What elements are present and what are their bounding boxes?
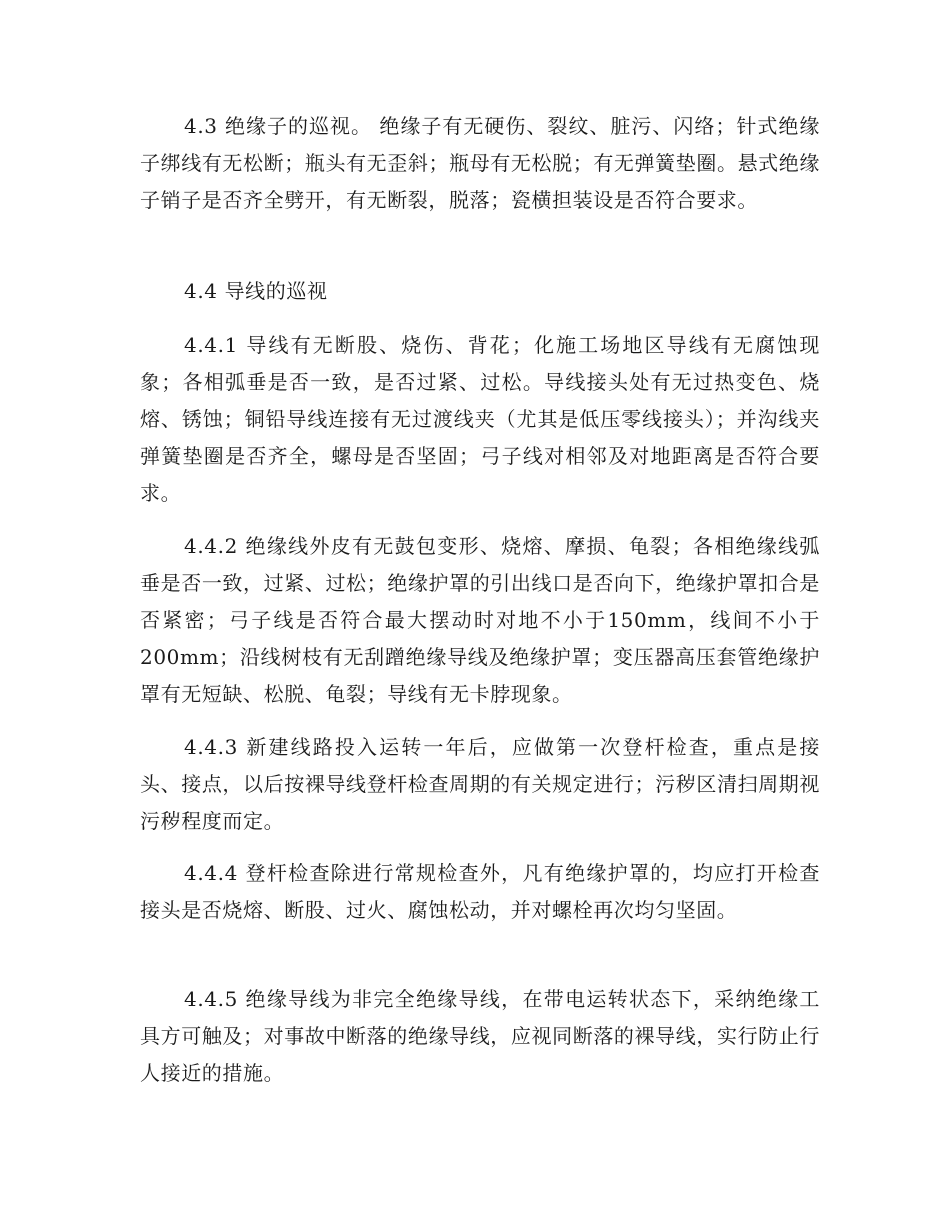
- paragraph-4-4-5: 4.4.5 绝缘导线为非完全绝缘导线，在带电运转状态下，采纳绝缘工具方可触及；对事故中断落的绝缘导线，应视同断落的裸导线，实行防止行人接近的措施。: [140, 987, 820, 1085]
- paragraph-4-4-1: 4.4.1 导线有无断股、烧伤、背花；化施工场地区导线有无腐蚀现象；各相弧垂是否一致，是否过紧、过松。导线接头处有无过热变色、烧熔、锈蚀；铜铅导线连接有无过渡线夹（尤其是低压零线接头）；并沟线夹弹簧垫圈是否齐全，螺母是否坚固；弓子线对相邻及对地距离是否符合要求。: [140, 333, 820, 505]
- paragraph-4-4-3: 4.4.3 新建线路投入运转一年后，应做第一次登杆检查，重点是接头、接点，以后按裸导线登杆检查周期的有关规定进行；污秽区清扫周期视污秽程度而定。: [140, 735, 820, 833]
- paragraph-4-4-2: 4.4.2 绝缘线外皮有无鼓包变形、烧熔、摩损、龟裂；各相绝缘线弧垂是否一致，过紧、过松；绝缘护罩的引出线口是否向下，绝缘护罩扣合是否紧密；弓子线是否符合最大摆动时对地不小于150mm，线间不小于200mm；沿线树枝有无刮蹭绝缘导线及绝缘护罩；变压器高压套管绝缘护罩有无短缺、松脱、龟裂；导线有无卡脖现象。: [140, 534, 820, 706]
- paragraph-4-4-4: 4.4.4 登杆检查除进行常规检查外，凡有绝缘护罩的，均应打开检查接头是否烧熔、断股、过火、腐蚀松动，并对螺栓再次均匀坚固。: [140, 861, 820, 922]
- paragraph-4-3-insulator-inspection: 4.3 绝缘子的巡视。 绝缘子有无硬伤、裂纹、脏污、闪络；针式绝缘子绑线有无松断；瓶头有无歪斜；瓶母有无松脱；有无弹簧垫圈。悬式绝缘子销子是否齐全劈开，有无断裂，脱落；瓷横担装设是否符合要求。: [140, 114, 820, 212]
- heading-4-4-conductor-inspection: 4.4 导线的巡视: [184, 279, 328, 303]
